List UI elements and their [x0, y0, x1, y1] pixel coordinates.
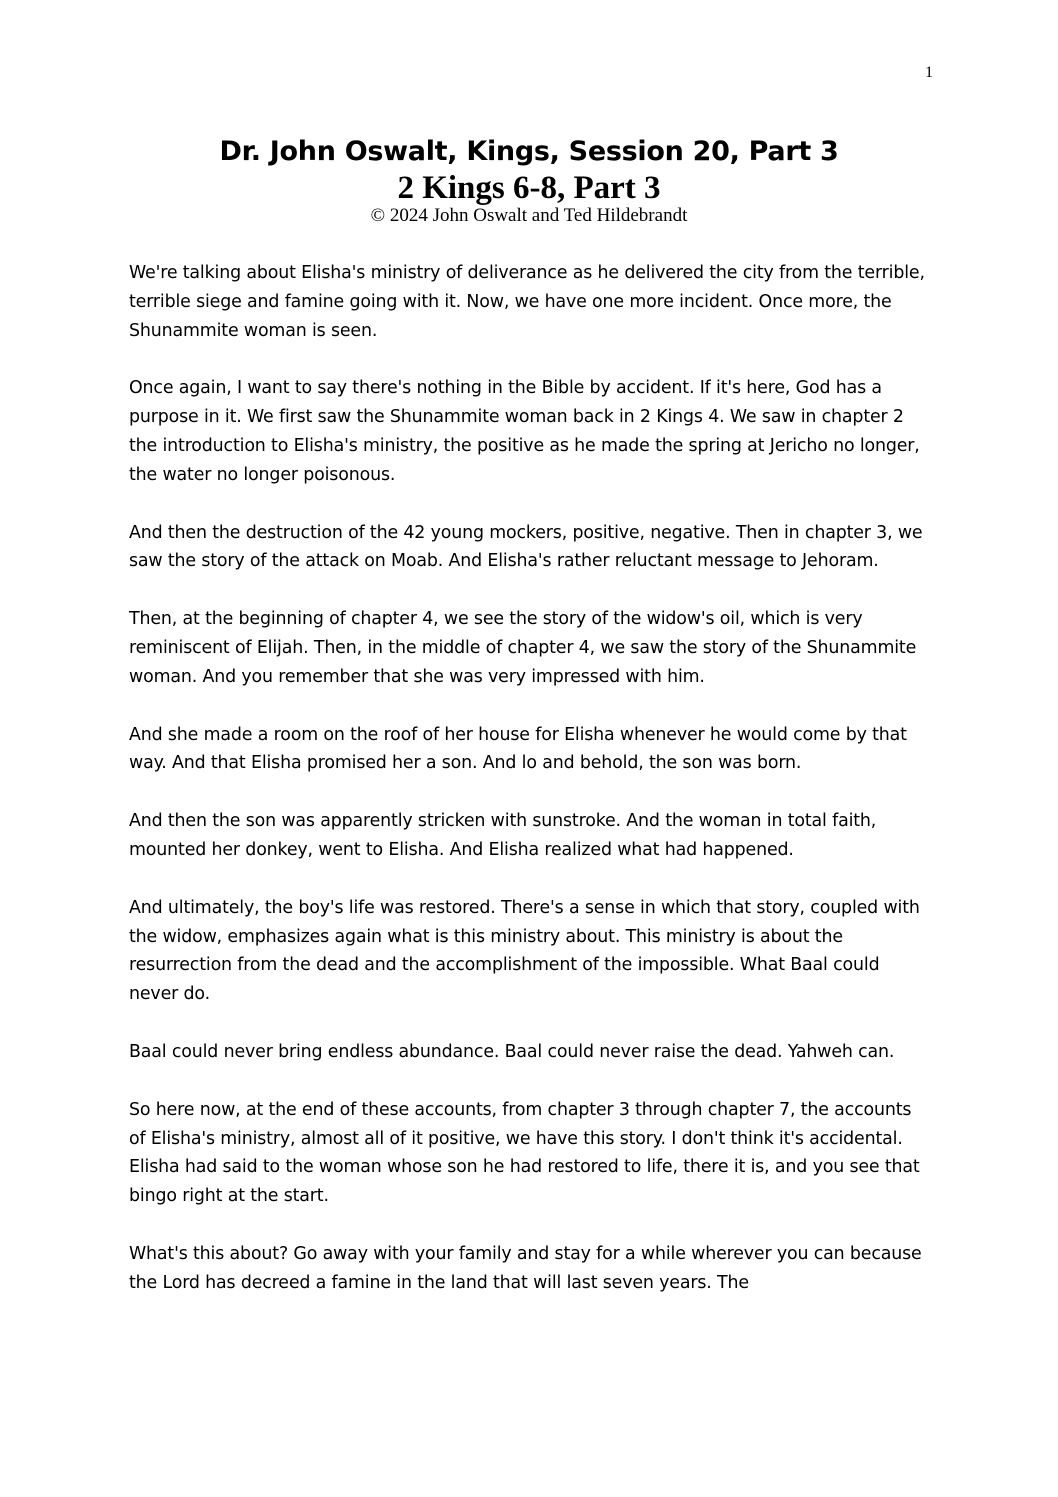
page-number: 1	[925, 64, 933, 81]
paragraph: So here now, at the end of these accounts, from chapter 3 through chapter 7, the accounts of Elisha's ministry, almost all of it positive, we have this story. I don't think it's accidental. Elisha had said to the woman whose son he had restored to life, there it is, and you see that bingo right at the start.	[129, 1099, 920, 1207]
transcript-body	[129, 259, 932, 1327]
paragraph: We're talking about Elisha's ministry of deliverance as he delivered the city from the terrible, terrible siege and famine going with it. Now, we have one more incident. Once more, the Shunammite woman is seen.	[129, 263, 925, 341]
paragraph: And then the son was apparently stricken with sunstroke. And the woman in total faith, mounted her donkey, went to Elisha. And Elisha realized what had happened.	[129, 811, 877, 860]
document-header	[0, 134, 1058, 227]
paragraph: And ultimately, the boy's life was restored. There's a sense in which that story, coupled with the widow, emphasizes again what is this ministry about. This ministry is about the resurrection from the dead and the accomplishment of the impossible. What Baal could never do.	[129, 897, 920, 1005]
document-subtitle: 2 Kings 6-8, Part 3	[397, 170, 661, 206]
paragraph: Baal could never bring endless abundance. Baal could never raise the dead. Yahweh can.	[129, 1041, 895, 1062]
document-title: Dr. John Oswalt, Kings, Session 20, Part 3	[219, 136, 839, 167]
paragraph: And then the destruction of the 42 young mockers, positive, negative. Then in chapter 3, we saw the story of the attack on Moab. And Elisha's rather reluctant message to Jehoram.	[129, 522, 923, 572]
paragraph: And she made a room on the roof of her house for Elisha whenever he would come by that way. And that Elisha promised her a son. And lo and behold, the son was born.	[129, 724, 907, 774]
paragraph: Then, at the beginning of chapter 4, we see the story of the widow's oil, which is very reminiscent of Elijah. Then, in the middle of chapter 4, we saw the story of the Shunammite woman. And you remember that she was very impressed with him.	[129, 609, 917, 687]
copyright-line: © 2024 John Oswalt and Ted Hildebrandt	[370, 205, 688, 226]
paragraph: What's this about? Go away with your family and stay for a while wherever you can because the Lord has decreed a famine in the land that will last seven years. The	[129, 1243, 922, 1293]
paragraph: Once again, I want to say there's nothing in the Bible by accident. If it's here, God has a purpose in it. We first saw the Shunammite woman back in 2 Kings 4. We saw in chapter 2 the introduction to Elisha's ministry, the positive as he made the spring at Jericho no longer, the water no longer poisonous.	[129, 378, 920, 485]
